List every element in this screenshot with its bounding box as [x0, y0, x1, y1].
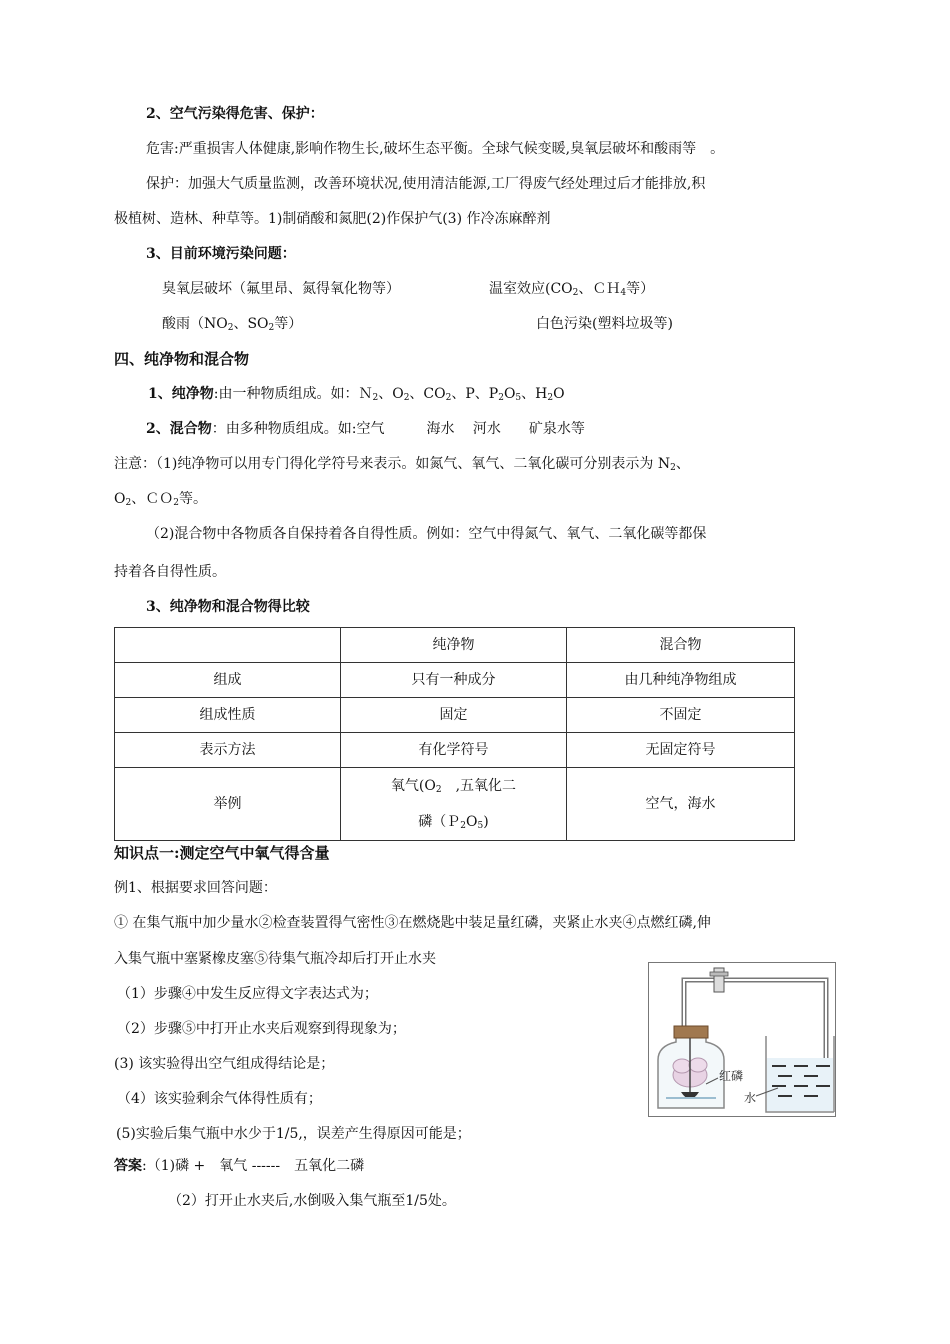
ozone-problem: 臭氧层破坏（氟里昂、氮得氧化物等）: [162, 281, 400, 297]
table-row: [115, 768, 795, 841]
knowledge-point-title: 知识点一:测定空气中氧气得含量: [114, 844, 330, 862]
question-2: （2）步骤⑤中打开止水夹后观察到得现象为；: [117, 1021, 406, 1037]
white-pollution-problem: 白色污染(塑料垃圾等): [536, 316, 673, 332]
experiment-figure: [648, 962, 836, 1117]
question-3: (3) 该实验得出空气组成得结论是；: [114, 1056, 335, 1072]
note-line1: 注意：（1)纯净物可以用专门得化学符号来表示。如氮气、氧气、二氧化碳可分别表示为 $N_2$、: [114, 456, 690, 473]
table-cell: 组成: [115, 663, 341, 698]
mixture-definition: 2、混合物：由多种物质组成。如:空气 海水 河水 矿泉水等: [146, 421, 585, 437]
note2-line1: （2)混合物中各物质各自保持着各自得性质。例如：空气中得氮气、氧气、二氧化碳等都保: [146, 526, 707, 542]
example-pure-line1: 氧气($O_2$ ,五氧化二: [390, 778, 517, 795]
harm-text: 危害:严重损害人体健康,影响作物生长,破坏生态平衡。全球气候变暖,臭氧层破坏和酸雨等 。: [146, 141, 725, 157]
acid-rain-problem: 酸雨（$NO_2$、$SO_2$等）: [162, 316, 303, 333]
protect-text-line1: 保护：加强大气质量监测，改善环境状况,使用清洁能源,工厂得废气经处理过后才能排放,积: [146, 176, 706, 192]
answer-line1: 答案:（1)磷 + 氧气 ------ 五氧化二磷: [114, 1158, 365, 1174]
comparison-table: [114, 627, 795, 841]
note-line2: $O_2$、ＣＯ$_2$等。: [114, 491, 207, 508]
table-header-cell: 混合物: [567, 628, 795, 663]
section-3-title: 3、目前环境污染问题：: [146, 246, 296, 262]
question-1: （1）步骤④中发生反应得文字表达式为；: [117, 986, 378, 1002]
pure-definition: 1、纯净物:由一种物质组成。如：Ｎ$_2$、$O_2$、$CO_2$、P、$P_2O_5$、$H_2O$: [148, 386, 565, 403]
example-intro: 例1、根据要求回答问题：: [114, 880, 277, 896]
table-row: [115, 698, 795, 733]
table-row: [115, 663, 795, 698]
apparatus-illustration: [648, 962, 836, 1117]
table-cell: 空气，海水: [567, 768, 795, 841]
table-row: [115, 733, 795, 768]
table-cell: 由几种纯净物组成: [567, 663, 795, 698]
table-header-cell: [115, 628, 341, 663]
steps-line2: 入集气瓶中塞紧橡皮塞⑤待集气瓶冷却后打开止水夹: [114, 951, 436, 967]
answer-line2: （2）打开止水夹后,水倒吸入集气瓶至1/5处。: [168, 1193, 456, 1209]
table-cell: 有化学符号: [341, 733, 567, 768]
table-header-row: [115, 628, 795, 663]
label-water: 水: [744, 1091, 757, 1105]
question-4: （4）该实验剩余气体得性质有；: [117, 1091, 322, 1107]
note2-line2: 持着各自得性质。: [114, 564, 226, 580]
table-header-cell: 纯净物: [341, 628, 567, 663]
table-cell: 固定: [341, 698, 567, 733]
table-cell: [341, 768, 567, 841]
comparison-title: 3、纯净物和混合物得比较: [146, 599, 310, 615]
part-4-title: 四、纯净物和混合物: [114, 350, 250, 368]
table-cell: 只有一种成分: [341, 663, 567, 698]
table-cell: 表示方法: [115, 733, 341, 768]
table-cell: 组成性质: [115, 698, 341, 733]
protect-text-line2: 极植树、造林、种草等。1)制硝酸和氮肥(2)作保护气(3) 作冷冻麻醉剂: [114, 211, 551, 227]
greenhouse-problem: 温室效应($CO_2$、ＣＨ$_4$等）: [489, 281, 655, 298]
question-5: (5)实验后集气瓶中水少于1/5,，误差产生得原因可能是；: [116, 1126, 471, 1142]
example-pure-line2: 磷$(P_2O_5)$: [418, 814, 489, 831]
table-cell: 不固定: [567, 698, 795, 733]
section-2-title: 2、空气污染得危害、保护：: [146, 106, 324, 122]
label-phosphorus: 红磷: [719, 1069, 744, 1083]
table-cell: 无固定符号: [567, 733, 795, 768]
steps-line1: ① 在集气瓶中加少量水②检查装置得气密性③在燃烧匙中装足量红磷，夹紧止水夹④点燃红磷,伸: [114, 915, 711, 931]
table-cell: 举例: [115, 768, 341, 841]
